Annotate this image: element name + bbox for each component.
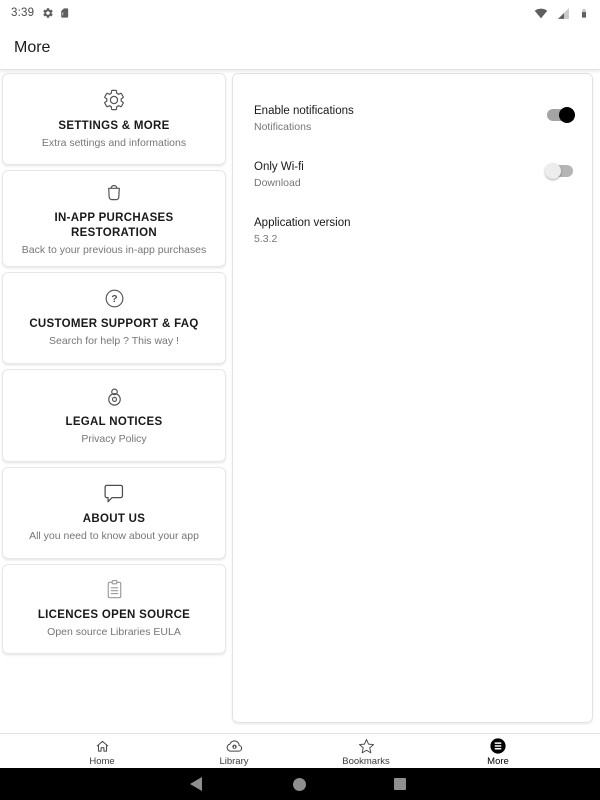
menu-card-title: IN-APP PURCHASES RESTORATION xyxy=(54,212,174,239)
android-back-button[interactable] xyxy=(190,768,202,800)
main-content xyxy=(0,70,600,733)
menu-card-subtitle: Open source Libraries EULA xyxy=(47,626,181,639)
setting-title: Enable notifications xyxy=(254,105,354,117)
menu-card-customer-support[interactable] xyxy=(2,272,226,364)
menu-card-subtitle: All you need to know about your app xyxy=(29,530,199,543)
home-circle-icon xyxy=(293,778,306,791)
menu-card-legal-notices[interactable] xyxy=(2,369,226,462)
setting-subtitle: Download xyxy=(254,177,301,189)
svg-text:?: ? xyxy=(110,294,118,306)
enable-notifications-toggle[interactable] xyxy=(546,107,574,123)
shopping-bag-icon xyxy=(102,180,126,204)
menu-card-title: SETTINGS & MORE xyxy=(58,119,170,132)
menu-card-about-us[interactable] xyxy=(2,467,226,559)
chat-bubble-icon xyxy=(103,482,126,505)
settings-panel xyxy=(232,73,593,723)
menu-card-subtitle: Search for help ? This way ! xyxy=(49,335,179,348)
setting-title: Application version xyxy=(254,217,351,229)
android-nav-bar xyxy=(0,768,600,800)
menu-card-inapp-purchases[interactable] xyxy=(2,170,226,267)
page-title: More xyxy=(14,38,51,56)
menu-card-subtitle: Privacy Policy xyxy=(81,432,147,445)
menu-card-title: ABOUT US xyxy=(82,513,146,526)
gear-icon xyxy=(102,88,126,112)
tab-label: Library xyxy=(219,755,249,767)
recents-square-icon xyxy=(394,778,406,790)
lock-icon xyxy=(103,385,126,408)
setting-row-enable-notifications[interactable] xyxy=(254,105,574,133)
setting-subtitle: 5.3.2 xyxy=(254,233,278,245)
cellular-signal-icon xyxy=(557,7,570,20)
tab-label: Bookmarks xyxy=(342,755,390,767)
tab-more[interactable] xyxy=(432,736,564,767)
sd-card-icon xyxy=(59,7,70,19)
question-icon xyxy=(103,287,126,310)
menu-card-licences[interactable] xyxy=(2,564,226,654)
bookmarks-icon xyxy=(358,738,375,755)
status-bar xyxy=(0,0,600,26)
menu-card-list xyxy=(2,70,226,733)
menu-card-settings-more[interactable] xyxy=(2,73,226,165)
status-time: 3:39 xyxy=(11,7,35,19)
setting-title: Only Wi-fi xyxy=(254,161,304,173)
back-icon xyxy=(190,777,202,791)
menu-card-title: LICENCES OPEN SOURCE xyxy=(37,609,191,622)
menu-card-subtitle: Back to your previous in-app purchases xyxy=(21,243,207,256)
android-home-button[interactable] xyxy=(293,768,306,800)
setting-row-app-version xyxy=(254,217,574,245)
clipboard-icon xyxy=(103,578,126,601)
setting-row-only-wifi[interactable] xyxy=(254,161,574,189)
tab-library[interactable] xyxy=(168,736,300,767)
battery-icon xyxy=(579,6,589,21)
setting-subtitle: Notifications xyxy=(254,121,312,133)
settings-icon xyxy=(42,7,54,19)
tab-bookmarks[interactable] xyxy=(300,736,432,767)
only-wifi-toggle[interactable] xyxy=(546,163,574,179)
more-icon xyxy=(490,738,506,755)
bottom-nav xyxy=(0,733,600,768)
library-icon xyxy=(225,738,244,755)
app-header xyxy=(0,26,600,70)
android-recents-button[interactable] xyxy=(394,768,406,800)
menu-card-title: LEGAL NOTICES xyxy=(65,415,163,428)
tab-label: Home xyxy=(89,755,115,767)
menu-card-title: CUSTOMER SUPPORT & FAQ xyxy=(29,318,199,331)
home-icon xyxy=(94,738,111,755)
wifi-icon xyxy=(534,7,548,20)
menu-card-subtitle: Extra settings and informations xyxy=(41,136,187,149)
tab-label: More xyxy=(487,755,509,767)
tab-home[interactable] xyxy=(36,736,168,767)
